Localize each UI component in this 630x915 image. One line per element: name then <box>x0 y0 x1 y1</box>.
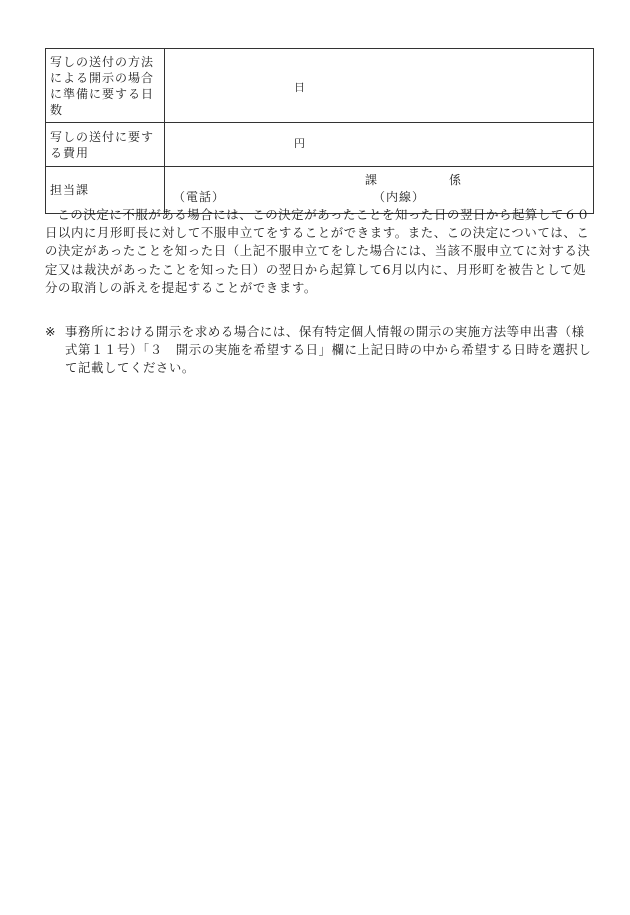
yen-unit: 円 <box>294 137 306 150</box>
extension-label: （内線） <box>373 190 426 204</box>
preparation-days-cell <box>165 49 594 123</box>
mailing-cost-label: 写しの送付に要する費用 <box>46 123 165 167</box>
section-unit: 課 <box>365 173 379 187</box>
phone-label: （電話） <box>173 190 226 204</box>
mailing-cost-row <box>46 123 594 167</box>
responsible-section-label: 担当課 <box>46 167 165 214</box>
preparation-days-row <box>46 49 594 123</box>
reference-mark: ※ <box>45 324 56 339</box>
disclosure-details-table <box>45 48 594 214</box>
preparation-days-label: 写しの送付の方法による開示の場合に準備に要する日数 <box>46 49 165 123</box>
footnote-text: 事務所における開示を求める場合には、保有特定個人情報の開示の実施方法等申出書（様式第１１号）「３ 開示の実施を希望する日」欄に上記日時の中から希望する日時を選択して記載してください。 <box>65 324 592 376</box>
footnote <box>45 323 597 378</box>
day-unit: 日 <box>294 81 306 94</box>
appeal-notice-paragraph: この決定に不服がある場合には、この決定があったことを知った日の翌日から起算して６０日以内に月形町長に対して不服申立てをすることができます。また、この決定については、この決定があったことを知った日（上記不服申立てをした場合には、当該不服申立てに対する決定又は裁決があったことを知った日）の翌日から起算して6月以内に、月形町を被告として処分の取消しの訴えを提起することができます。 <box>45 207 591 295</box>
subsection-unit: 係 <box>449 173 463 187</box>
mailing-cost-cell <box>165 123 594 167</box>
